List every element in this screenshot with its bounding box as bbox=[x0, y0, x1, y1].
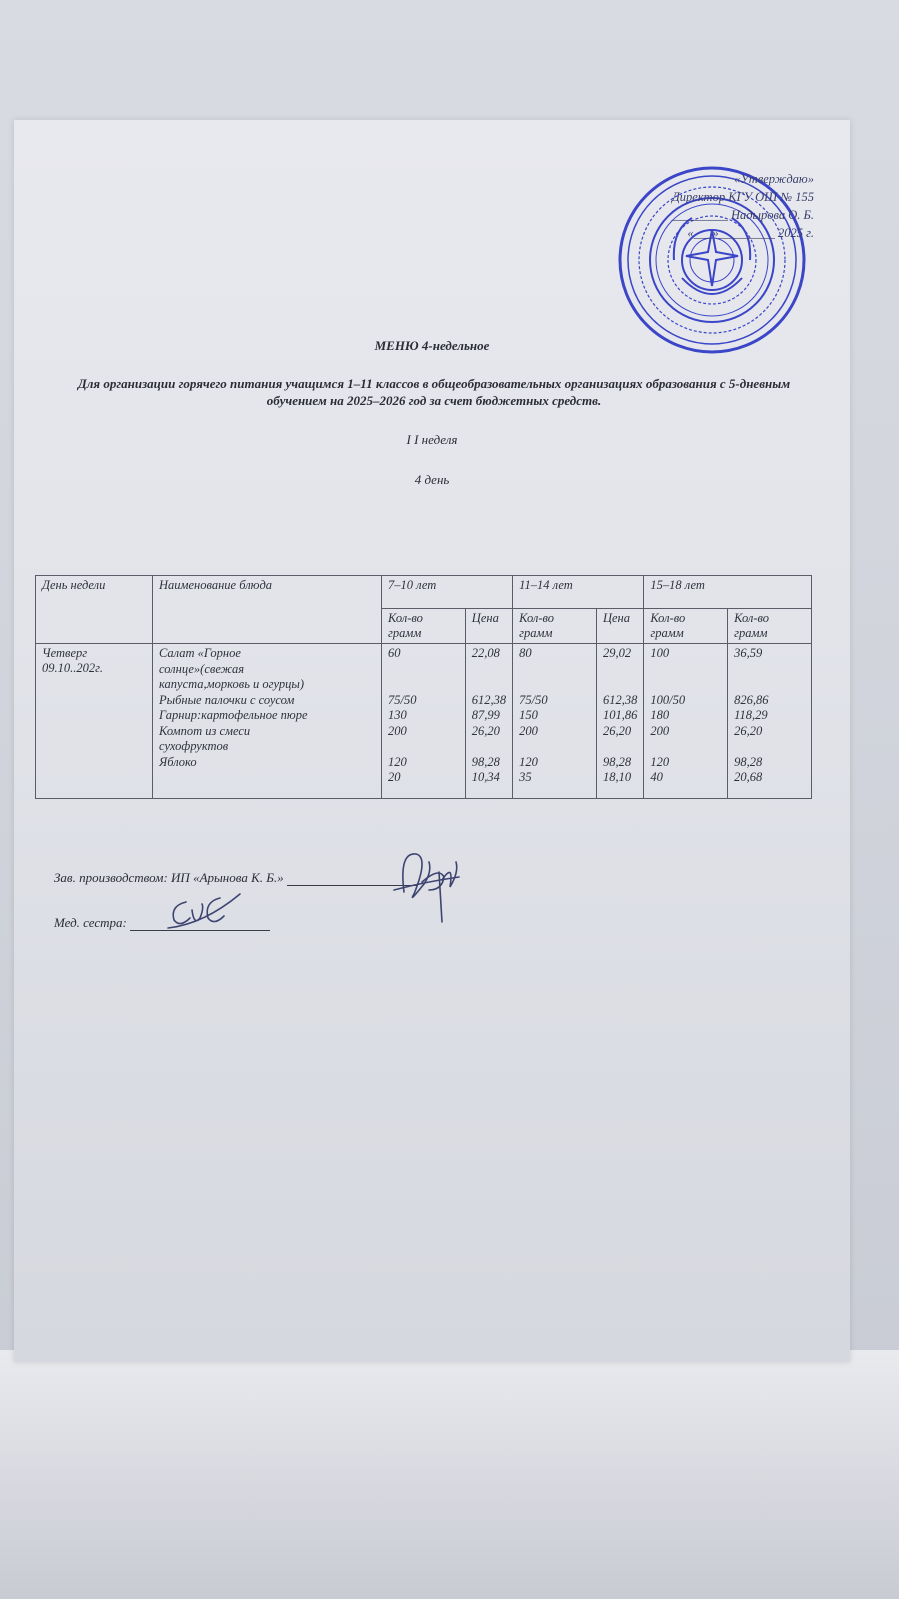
value-list bbox=[519, 646, 590, 786]
list-item: 26,20 bbox=[602, 723, 632, 738]
list-item: 40 bbox=[650, 770, 663, 784]
list-item bbox=[519, 662, 590, 678]
list-item: 100/50 bbox=[650, 692, 686, 707]
qty-7-10-cell bbox=[382, 644, 466, 799]
list-item: 29,02 bbox=[602, 646, 632, 660]
list-item: 200 bbox=[650, 723, 670, 738]
list-item: 118,29 bbox=[734, 708, 768, 722]
list-item: 100 bbox=[650, 646, 670, 660]
list-item: сухофруктов bbox=[159, 739, 229, 753]
list-item: 120 bbox=[519, 754, 538, 769]
list-item: 826,86 bbox=[734, 692, 769, 707]
list-item: 26,20 bbox=[471, 723, 500, 738]
list-item: 200 bbox=[519, 723, 538, 738]
list-item bbox=[388, 677, 459, 693]
list-item bbox=[603, 739, 637, 755]
document-title: МЕНЮ 4-недельное bbox=[374, 338, 490, 353]
production-signature-icon bbox=[384, 832, 494, 942]
qty-11-14-cell bbox=[513, 644, 597, 799]
list-item: Рыбные палочки с соусом bbox=[159, 692, 295, 707]
list-item: 87,99 bbox=[471, 708, 500, 722]
list-item: 60 bbox=[388, 646, 401, 660]
dish-list bbox=[159, 646, 375, 786]
approval-line-2: Директор КГУ ОШ № 155 bbox=[671, 190, 814, 204]
list-item bbox=[472, 739, 506, 755]
list-item: 80 bbox=[519, 646, 532, 660]
list-item: 10,34 bbox=[471, 770, 500, 784]
value-list bbox=[472, 646, 506, 786]
list-item: 120 bbox=[650, 754, 670, 769]
value-list bbox=[650, 646, 721, 786]
value-list bbox=[388, 646, 459, 786]
value-list bbox=[603, 646, 637, 786]
header-row bbox=[36, 576, 812, 609]
price-15-18-cell bbox=[728, 644, 812, 799]
list-item bbox=[472, 677, 506, 693]
subheader-price-7-10: Цена bbox=[465, 609, 512, 644]
table-row bbox=[36, 644, 812, 799]
list-item: 180 bbox=[650, 708, 670, 722]
list-item: 98,28 bbox=[471, 754, 500, 769]
list-item: Салат «Горное bbox=[159, 646, 241, 660]
qty-15-18-cell bbox=[644, 644, 728, 799]
document-page bbox=[14, 120, 850, 1362]
approval-line-3: _________ Надырова О. Б. bbox=[671, 208, 814, 222]
list-item bbox=[519, 739, 590, 755]
list-item bbox=[519, 677, 590, 693]
list-item: солнце»(свежая bbox=[159, 661, 245, 676]
production-label: Зав. производством: ИП «Арынова К. Б.» bbox=[54, 870, 284, 885]
header-age-15-18: 15–18 лет bbox=[644, 576, 812, 609]
document-subtitle: Для организации горячего питания учащимся 1–11 классов в общеобразовательных организациях образования с 5-дневным обучением на 2025–2026 год за счет бюджетных средств. bbox=[77, 376, 791, 408]
list-item: 20 bbox=[388, 770, 401, 784]
list-item: Яблоко bbox=[159, 754, 197, 769]
header-age-7-10: 7–10 лет bbox=[382, 576, 513, 609]
desk-surface bbox=[0, 1350, 899, 1599]
list-item: 130 bbox=[388, 708, 407, 722]
list-item bbox=[734, 677, 805, 693]
list-item bbox=[603, 662, 637, 678]
list-item: 612,38 bbox=[471, 692, 507, 707]
list-item bbox=[603, 677, 637, 693]
list-item: 612,38 bbox=[602, 692, 638, 707]
list-item: 120 bbox=[388, 754, 407, 769]
subheader-qty-11-14: Кол-во грамм bbox=[513, 609, 597, 644]
list-item: 200 bbox=[388, 723, 407, 738]
approval-block bbox=[574, 170, 814, 242]
list-item: 20,68 bbox=[734, 770, 763, 784]
list-item: 98,28 bbox=[602, 754, 632, 769]
list-item: 75/50 bbox=[388, 692, 417, 707]
approval-line-1: «Утверждаю» bbox=[734, 172, 814, 186]
dish-names-cell bbox=[153, 644, 382, 799]
week-label: I I неделя bbox=[406, 432, 458, 447]
list-item bbox=[650, 662, 721, 678]
approval-line-4: «___»_________ 2025 г. bbox=[687, 226, 814, 240]
header-age-11-14: 11–14 лет bbox=[513, 576, 644, 609]
menu-table bbox=[35, 575, 812, 799]
day-label: 4 день bbox=[414, 472, 450, 487]
nurse-label: Мед. сестра: bbox=[54, 915, 127, 930]
subheader-qty-15-18: Кол-во грамм bbox=[644, 609, 728, 644]
list-item: капуста,морковь и огурцы) bbox=[159, 677, 305, 691]
list-item: 18,10 bbox=[602, 770, 632, 784]
list-item bbox=[734, 662, 805, 678]
list-item bbox=[159, 770, 375, 786]
list-item: 22,08 bbox=[471, 646, 500, 660]
list-item bbox=[650, 677, 721, 693]
list-item: 35 bbox=[519, 770, 532, 784]
subheader-qty-7-10: Кол-во грамм bbox=[382, 609, 466, 644]
list-item bbox=[388, 662, 459, 678]
header-day: День недели bbox=[36, 576, 153, 644]
list-item: Гарнир:картофельное пюре bbox=[159, 708, 308, 722]
price-7-10-cell bbox=[465, 644, 512, 799]
list-item bbox=[388, 739, 459, 755]
list-item bbox=[472, 662, 506, 678]
value-list bbox=[734, 646, 805, 786]
list-item: 101,86 bbox=[602, 708, 638, 722]
list-item: 26,20 bbox=[734, 723, 763, 738]
list-item: 75/50 bbox=[519, 692, 548, 707]
nurse-signature-icon bbox=[164, 888, 244, 938]
list-item: 150 bbox=[519, 708, 538, 722]
list-item: Компот из смеси bbox=[159, 723, 251, 738]
day-cell: Четверг 09.10..202г. bbox=[36, 644, 153, 799]
list-item bbox=[734, 739, 805, 755]
header-dish-name: Наименование блюда bbox=[153, 576, 382, 644]
price-11-14-cell bbox=[596, 644, 643, 799]
list-item bbox=[650, 739, 721, 755]
production-sign-line bbox=[54, 870, 417, 886]
list-item: 36,59 bbox=[734, 646, 763, 660]
subheader-price-11-14: Цена bbox=[596, 609, 643, 644]
subheader-price-15-18: Кол-во грамм bbox=[728, 609, 812, 644]
list-item: 98,28 bbox=[734, 754, 763, 769]
